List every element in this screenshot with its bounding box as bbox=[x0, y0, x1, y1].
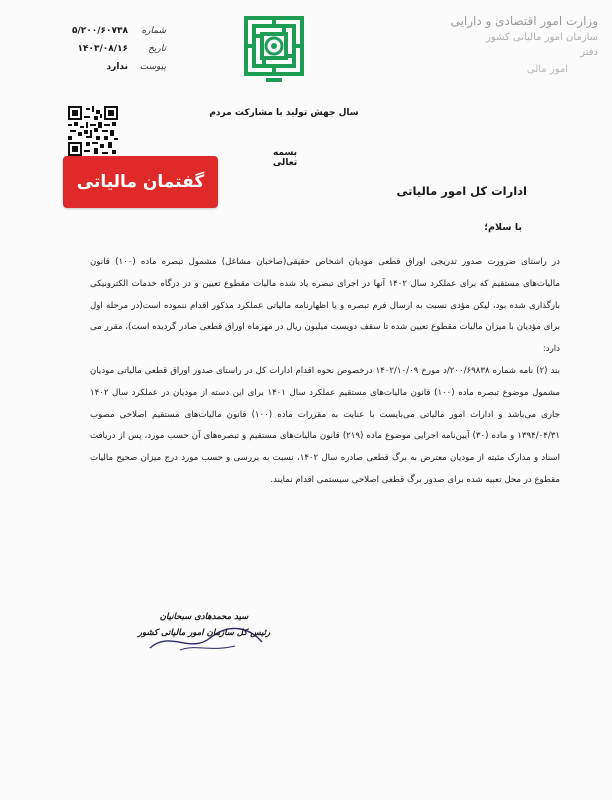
meta-number-row bbox=[36, 22, 166, 40]
signer-name: سید محمدهادی سبحانیان bbox=[159, 612, 249, 622]
ministry-line-3: دفتر bbox=[580, 47, 598, 58]
letter-body bbox=[90, 252, 560, 492]
meta-attachment-label: پیوست bbox=[139, 62, 166, 72]
ministry-line-1: وزارت امور اقتصادی و دارایی bbox=[450, 14, 598, 28]
ministry-line-2: سازمان امور مالیاتی کشور bbox=[486, 32, 598, 43]
letter-meta bbox=[36, 22, 166, 76]
meta-number-label: شماره bbox=[141, 26, 166, 36]
qr-code-icon bbox=[68, 106, 118, 156]
tax-organization-logo bbox=[240, 12, 308, 88]
year-slogan: سال جهش تولید با مشارکت مردم bbox=[209, 108, 359, 118]
letter-greeting: با سلام؛ bbox=[484, 222, 522, 233]
meta-attachment-row bbox=[36, 58, 166, 76]
signer-title: رئیس کل سازمان امور مالیاتی کشور bbox=[137, 628, 271, 638]
tax-discourse-banner: گفتمان مالیاتی bbox=[63, 156, 218, 208]
meta-attachment-value: ندارد bbox=[106, 62, 128, 72]
letter-signer bbox=[104, 612, 304, 638]
meta-date-label: تاریخ bbox=[148, 44, 166, 54]
ministry-header bbox=[448, 14, 598, 75]
basmala: بسمه تعالی bbox=[272, 148, 298, 168]
meta-date-row bbox=[36, 40, 166, 58]
letter-paragraph-1: در راستای ضرورت صدور تدریجی اوراق قطعی مودیان اشخاص حقیقی(صاحبان مشاغل) مشمول تبصره ماده (۱۰۰) قانون مالیات‌های مستقیم که برای عملکرد سال ۱۴۰۲ آنها در اجرای تبصره یاد شده مالیات مقطوع تعیین و در درگاه خدمات الکترونیکی بارگذاری شده بود، لیکن مؤدی نسبت به ارسال فرم تبصره و یا اظهارنامه مالیاتی عملکرد مذکور اقدام ننموده است(در مرحله اول برای مؤدیان با میزان مالیات مقطوع تعیین شده تا سقف دویست میلیون ریال در مهرماه اوراق قطعی صادر گردیده است)، مقرر می دارد: bbox=[90, 257, 560, 355]
letter-addressee: ادارات کل امور مالیاتی bbox=[396, 184, 527, 198]
ministry-line-4: امور مالی bbox=[526, 64, 568, 75]
meta-date-value: ۱۴۰۳/۰۸/۱۶ bbox=[77, 44, 128, 54]
letter-paragraph-2: بند (۲) نامه شماره ۲۰۰/۶۹۸۳۸/د مورخ ۱۴۰۲/۱۰/۰۹ درخصوص نحوه اقدام ادارات کل در راستای صدور اوراق قطعی مالیاتی مودیان مشمول موضوع تبصره ماده (۱۰۰) قانون مالیات‌های مستقیم عملکرد سال ۱۴۰۱ برای این دسته از مودیان در عملکرد سال ۱۴۰۲ جاری می‌باشد و ادارات امور مالیاتی می‌بایست با عنایت به مقررات ماده (۱۰۰) قانون مالیات‌های مستقیم اصلاحی مصوب ۱۳۹۴/۰۴/۳۱ و ماده (۳۰) آیین‌نامه اجرایی موضوع ماده (۲۱۹) قانون مالیات‌های مستقیم و تبصره‌های آن حسب مورد، پس از دریافت اسناد و مدارک مثبته از مودیان معترض به برگ قطعی صادره سال ۱۴۰۲، نسبت به بررسی و حسب مورد درج میزان صحیح مالیات مقطوع در محل تعبیه شده برای صدور برگ قطعی اصلاحی سیستمی اقدام نمایند. bbox=[90, 365, 561, 485]
meta-number-value: ۵/۲۰۰/۶۰۷۳۸ bbox=[71, 26, 128, 36]
